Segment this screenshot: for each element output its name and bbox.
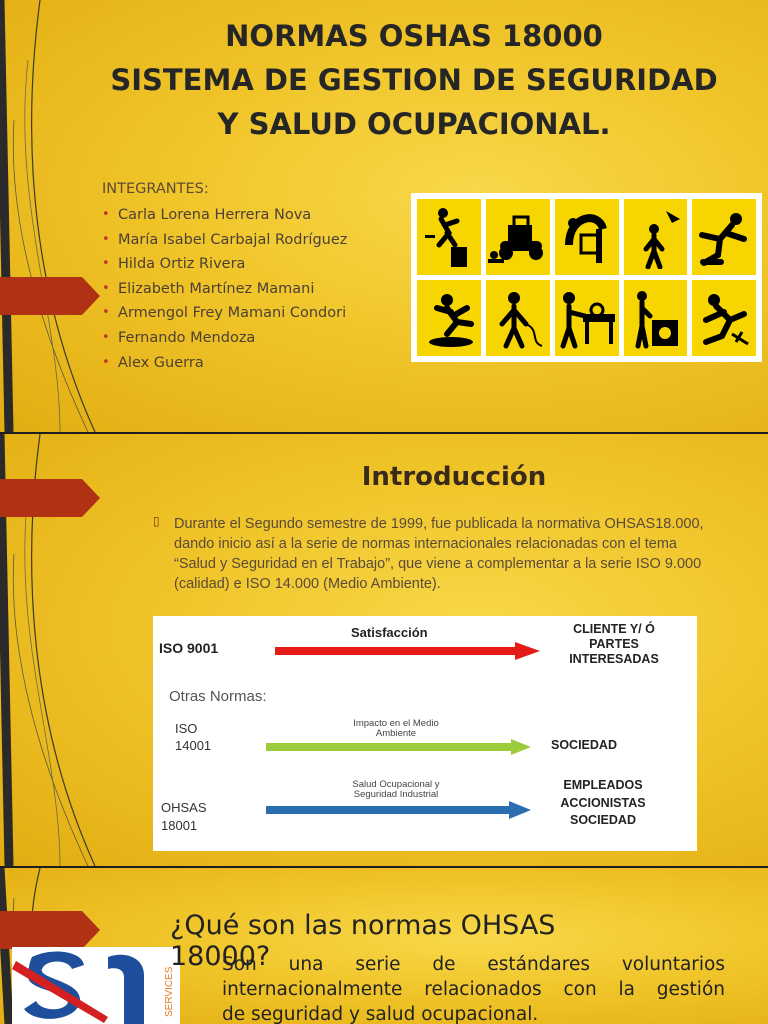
empleados-line: EMPLEADOS	[563, 778, 643, 792]
cliente-line: PARTES	[589, 637, 639, 651]
member-item: • Alex Guerra	[102, 351, 347, 376]
blue-arrow-icon	[266, 801, 531, 819]
standards-diagram	[153, 616, 697, 851]
member-item: • Elizabeth Martínez Mamani	[102, 277, 347, 302]
falling-object-icon	[624, 199, 687, 275]
sociedad-label: SOCIEDAD	[551, 738, 617, 752]
title-line: NORMAS OSHAS 18000	[225, 19, 603, 53]
tripping-person-icon	[692, 280, 756, 356]
slide-what-are-ohsas	[0, 868, 768, 1024]
machine-operator-icon	[555, 280, 619, 356]
impacto-line: Ambiente	[375, 728, 417, 739]
slip-on-floor-icon	[417, 280, 481, 356]
impacto-label	[321, 719, 471, 739]
green-arrow-icon	[266, 739, 531, 755]
cliente-line: INTERESADAS	[569, 652, 659, 666]
ohsas-line: OHSAS	[161, 800, 207, 815]
definition-line: internacionalmente relacionados con la gestión	[222, 979, 725, 1000]
empleados-line: SOCIEDAD	[570, 813, 636, 827]
members-list	[102, 181, 347, 375]
empleados-line: ACCIONISTAS	[560, 795, 646, 810]
definition-text	[222, 952, 725, 1024]
title-line: SISTEMA DE GESTION DE SEGURIDAD	[110, 63, 718, 97]
iso14001-line: 14001	[175, 738, 212, 753]
salud-line: Salud Ocupacional y	[352, 779, 440, 790]
iso14001-label	[175, 720, 211, 754]
empleados-label	[539, 777, 667, 830]
ohsas-label	[161, 799, 207, 835]
heading-line: ¿Qué son las normas OHSAS	[170, 910, 556, 941]
member-item: • Fernando Mendoza	[102, 326, 347, 351]
member-item: • María Isabel Carbajal Rodríguez	[102, 228, 347, 253]
iso14001-line: ISO	[175, 721, 198, 736]
ohsas-line: 18001	[161, 818, 198, 833]
slipping-person-icon	[692, 199, 756, 275]
cliente-line: CLIENTE Y/ Ó	[573, 622, 655, 636]
member-item: • Carla Lorena Herrera Nova	[102, 203, 347, 228]
otras-normas-label: Otras Normas:	[169, 688, 267, 705]
bullet-icon: ▯	[153, 514, 160, 528]
electric-hazard-icon	[486, 280, 550, 356]
falling-person-icon	[417, 199, 481, 275]
slide-title	[0, 0, 768, 432]
member-item: • Armengol Frey Mamani Condori	[102, 301, 347, 326]
definition-line: de seguridad y salud ocupacional.	[222, 1004, 539, 1024]
intro-paragraph: Durante el Segundo semestre de 1999, fue publicada la normativa OHSAS18.000, dando inicio así a la serie de normas internacionales relacionadas con el tema “Salud y Seguridad en el Trabajo”, que viene a complementar a la serie ISO 9.000 (calidad) e ISO 14.000 (Medio Ambiente).	[174, 516, 704, 592]
cliente-label	[539, 622, 689, 667]
page-title	[60, 14, 768, 146]
arrow-tab	[0, 277, 100, 315]
company-logo	[12, 947, 180, 1024]
lifting-person-icon	[555, 199, 619, 275]
bulldozer-icon	[486, 199, 550, 275]
salud-label	[321, 780, 471, 800]
salud-line: Seguridad Industrial	[353, 789, 439, 800]
members-header: INTEGRANTES:	[102, 181, 209, 197]
logo-text: SERVICES	[164, 966, 175, 1017]
radiation-hazard-icon	[624, 280, 687, 356]
definition-line: Son una serie de estándares voluntarios	[222, 954, 725, 975]
member-item: • Hilda Ortiz Rivera	[102, 252, 347, 277]
safety-pictogram-grid	[411, 193, 762, 362]
heading-line: 18000?	[170, 941, 271, 972]
slide-introduction	[0, 434, 768, 866]
impacto-line: Impacto en el Medio	[353, 718, 439, 729]
arrow-tab	[0, 911, 100, 949]
satisfaccion-label: Satisfacción	[351, 625, 428, 640]
title-line: Y SALUD OCUPACIONAL.	[217, 107, 611, 141]
slide-heading: Introducción	[361, 462, 547, 492]
iso9001-label: ISO 9001	[159, 640, 219, 656]
red-arrow-icon	[275, 642, 540, 660]
